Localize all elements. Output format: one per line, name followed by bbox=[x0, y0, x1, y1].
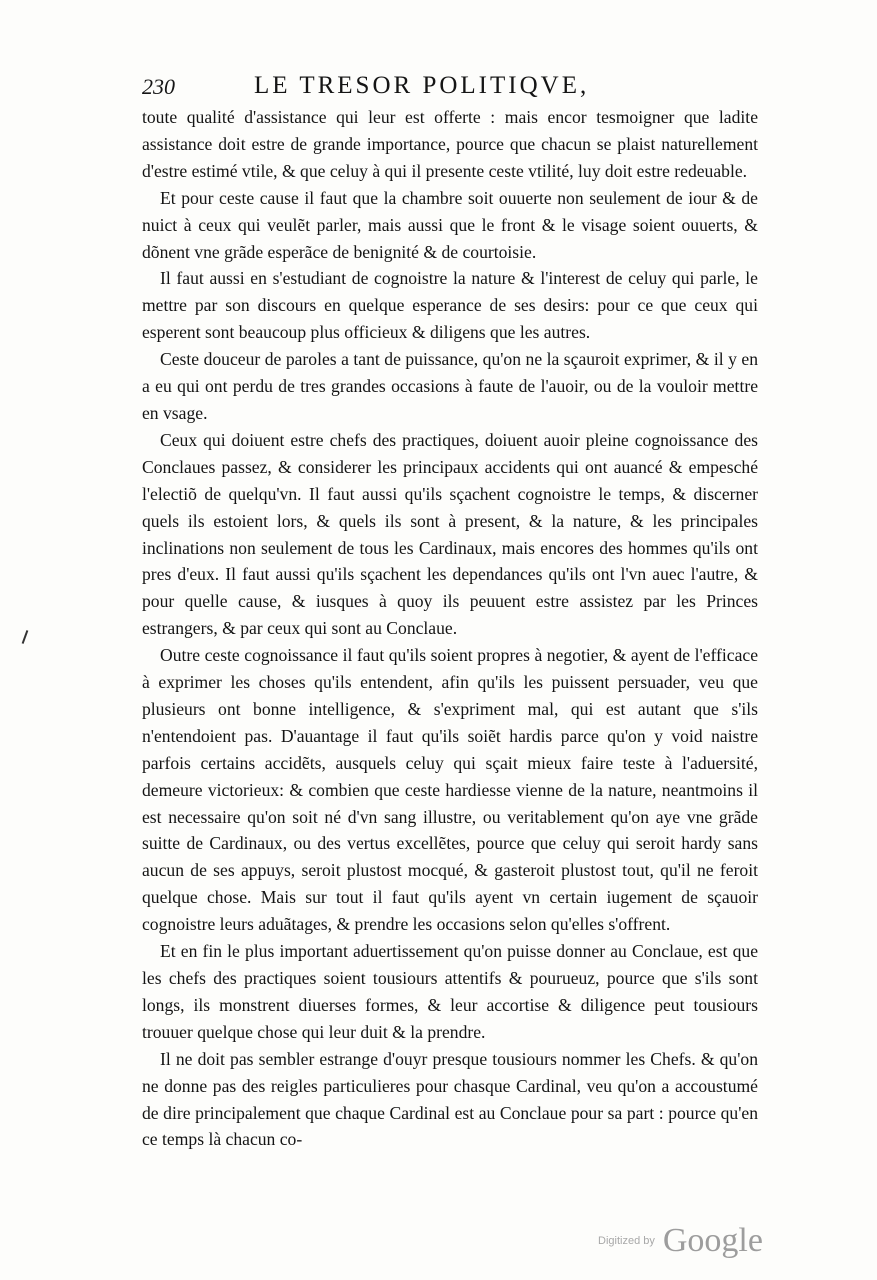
page-number: 230 bbox=[142, 74, 175, 99]
margin-mark bbox=[22, 630, 29, 644]
paragraph-chefs-naming: Il ne doit pas sembler estrange d'ouyr presque tousiours nommer les Chefs. & qu'on ne donne pas des reigles particulieres pour chasque Cardinal, veu qu'on a accoustumé de dire principalement que chaque Cardinal est au Conclaue pour sa part : pource qu'en ce temps là chacun co- bbox=[142, 1048, 758, 1150]
paragraph-sweet-words: Ceste douceur de paroles a tant de puissance, qu'on ne la sçauroit exprimer, & il y en a eu qui ont perdu de tres grandes occasions à faute de l'auoir, ou de la vouloir mettre en vsage. bbox=[142, 349, 758, 423]
running-title: LE TRESOR POLITIQVE, bbox=[254, 72, 590, 99]
paragraph-chefs-knowledge: Ceux qui doiuent estre chefs des practiques, doiuent auoir pleine cognoissance des Conclaues passez, & considerer les principaux accidents qui ont auancé & empesché l'electiõ de quelqu'vn. Il faut aussi qu'ils sçachent cognoistre le temps, & discerner quels ils estoient lors, & quels ils sont à present, & la nature, & les principales inclinations non seulement de tous les Cardinaux, mais encores des hommes qu'ils ont pres d'eux. Il faut aussi qu'ils sçachent les dependances qu'ils ont l'vn auec l'autre, & pour quelle cause, & iusques à quoy ils peuuent estre assistez par les Princes estrangers, & par ceux qui sont au Conclaue. bbox=[142, 429, 758, 639]
digitization-watermark bbox=[598, 1222, 763, 1266]
google-logo: Google bbox=[662, 1222, 763, 1259]
paragraph-know-interest: Il faut aussi en s'estudiant de cognoistre la nature & l'interest de celuy qui parle, le mettre par son discours en quelque esperance de ses desirs: pour ce que ceux qui esperent sont beaucoup plus officieux & diligens que les autres. bbox=[142, 268, 758, 343]
paragraph-negotiation: Outre ceste cognoissance il faut qu'ils soient propres à negotier, & ayent de l'efficace à exprimer les choses qu'ils entendent, afin qu'ils les puissent persuader, veu que plusieurs ont bonne intelligence, & s'expriment mal, qui est autant que s'ils n'entendoient pas. D'auantage il faut qu'ils soiẽt hardis parce qu'on y void naistre parfois certains accidẽts, ausquels celuy qui sçait mieux faire teste à l'aduersité, demeure victorieux: & combien que ceste hardiesse vienne de la nature, neantmoins il est necessaire qu'on soit né d'vn sang illustre, ou veritablement qu'on aye vne grãde suitte de Cardinaux, ou des vertus excellẽtes, pource que celuy qui seroit hardy sans aucun de ses appuys, seroit plustost mocqué, & gasteroit plustost tout, qu'il ne feroit quelque chose. Mais sur tout il faut qu'ils ayent vn certain iugement de sçauoir cognoistre leurs aduãtages, & prendre les occasions selon qu'elles s'offrent. bbox=[142, 645, 758, 935]
paragraph-continuation: toute qualité d'assistance qui leur est offerte : mais encor tesmoigner que ladite assistance doit estre de grande importance, pource que chacun se plaist naturellement d'estre estimé vtile, & que celuy à qui il presente ceste vtilité, luy doit estre redeuable. bbox=[142, 107, 758, 181]
text-body bbox=[142, 104, 758, 1153]
paragraph-open-chamber: Et pour ceste cause il faut que la chambre soit ouuerte non seulement de iour & de nuict à ceux qui veulẽt parler, mais aussi que le front & le visage soient ouuerts, & dõnent vne grãde esperãce de benignité & de courtoisie. bbox=[142, 187, 758, 262]
watermark-prefix: Digitized by bbox=[598, 1235, 655, 1247]
paragraph-final-advice: Et en fin le plus important aduertissement qu'on puisse donner au Conclaue, est que les chefs des practiques soient tousiours attentifs & pourueuz, pource que s'ils sont longs, ils monstrent diuerses formes, & leur accortise & diligence peut tousiours trouuer quelque chose qui leur duit & la prendre. bbox=[142, 941, 758, 1042]
running-head bbox=[142, 72, 762, 104]
